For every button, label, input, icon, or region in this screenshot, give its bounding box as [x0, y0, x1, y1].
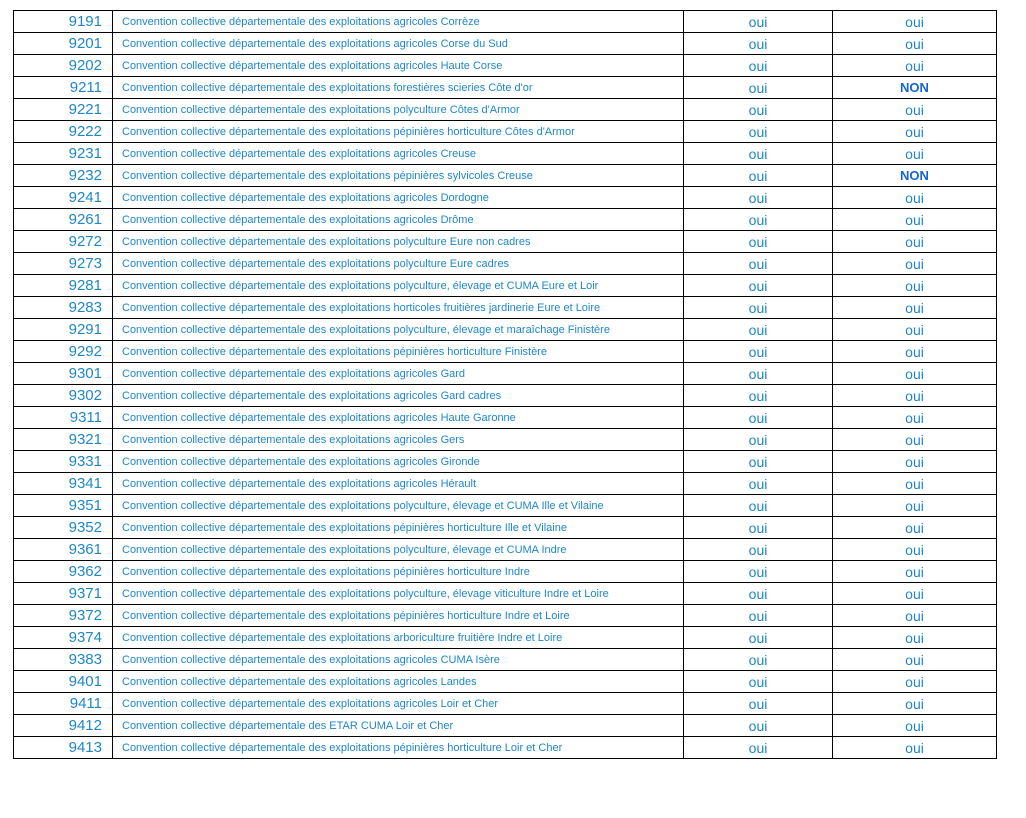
answer-cell-1: oui	[684, 539, 833, 561]
code-cell: 9341	[14, 473, 113, 495]
answer-cell-1: oui	[684, 209, 833, 231]
answer-cell-2: oui	[833, 561, 997, 583]
table-row	[14, 583, 997, 605]
answer-cell-1: oui	[684, 627, 833, 649]
code-cell: 9261	[14, 209, 113, 231]
label-cell: Convention collective départementale des exploitations agricoles Haute Garonne	[113, 407, 684, 429]
answer-cell-1: oui	[684, 363, 833, 385]
code-cell: 9361	[14, 539, 113, 561]
answer-cell-2: oui	[833, 33, 997, 55]
code-cell: 9352	[14, 517, 113, 539]
answer-cell-2: oui	[833, 275, 997, 297]
table-row	[14, 385, 997, 407]
answer-cell-1: oui	[684, 33, 833, 55]
table-row	[14, 165, 997, 187]
table-row	[14, 407, 997, 429]
table-row	[14, 605, 997, 627]
answer-cell-2: oui	[833, 473, 997, 495]
label-cell: Convention collective départementale des exploitations pépinières horticulture Ille et Vilaine	[113, 517, 684, 539]
answer-cell-2: NON	[833, 165, 997, 187]
answer-cell-2: oui	[833, 517, 997, 539]
label-cell: Convention collective départementale des exploitations agricoles Gard cadres	[113, 385, 684, 407]
code-cell: 9351	[14, 495, 113, 517]
answer-cell-2: oui	[833, 539, 997, 561]
answer-cell-1: oui	[684, 583, 833, 605]
answer-cell-1: oui	[684, 451, 833, 473]
code-cell: 9412	[14, 715, 113, 737]
code-cell: 9372	[14, 605, 113, 627]
answer-cell-1: oui	[684, 605, 833, 627]
code-cell: 9411	[14, 693, 113, 715]
answer-cell-2: oui	[833, 341, 997, 363]
label-cell: Convention collective départementale des exploitations agricoles CUMA Isère	[113, 649, 684, 671]
table-row	[14, 297, 997, 319]
answer-cell-2: oui	[833, 715, 997, 737]
answer-cell-1: oui	[684, 649, 833, 671]
table-row	[14, 341, 997, 363]
answer-cell-1: oui	[684, 253, 833, 275]
label-cell: Convention collective départementale des exploitations agricoles Landes	[113, 671, 684, 693]
answer-cell-1: oui	[684, 297, 833, 319]
label-cell: Convention collective départementale des exploitations polyculture, élevage et maraîchage Finistère	[113, 319, 684, 341]
code-cell: 9321	[14, 429, 113, 451]
label-cell: Convention collective départementale des exploitations pépinières horticulture Côtes d'Armor	[113, 121, 684, 143]
code-cell: 9383	[14, 649, 113, 671]
table-row	[14, 33, 997, 55]
table-row	[14, 451, 997, 473]
answer-cell-2: oui	[833, 671, 997, 693]
code-cell: 9201	[14, 33, 113, 55]
answer-cell-1: oui	[684, 473, 833, 495]
answer-cell-2: oui	[833, 55, 997, 77]
answer-cell-2: oui	[833, 495, 997, 517]
label-cell: Convention collective départementale des ETAR CUMA Loir et Cher	[113, 715, 684, 737]
code-cell: 9241	[14, 187, 113, 209]
answer-cell-2: oui	[833, 627, 997, 649]
answer-cell-1: oui	[684, 561, 833, 583]
answer-cell-1: oui	[684, 385, 833, 407]
answer-cell-2: oui	[833, 451, 997, 473]
answer-cell-1: oui	[684, 341, 833, 363]
conventions-table	[13, 10, 997, 759]
table-row	[14, 693, 997, 715]
table-body	[14, 11, 997, 759]
table-row	[14, 539, 997, 561]
code-cell: 9413	[14, 737, 113, 759]
table-row	[14, 231, 997, 253]
code-cell: 9401	[14, 671, 113, 693]
label-cell: Convention collective départementale des exploitations pépinières horticulture Indre et Loire	[113, 605, 684, 627]
code-cell: 9221	[14, 99, 113, 121]
table-row	[14, 99, 997, 121]
answer-cell-2: oui	[833, 297, 997, 319]
label-cell: Convention collective départementale des exploitations agricoles Haute Corse	[113, 55, 684, 77]
label-cell: Convention collective départementale des exploitations polyculture, élevage viticulture Indre et Loire	[113, 583, 684, 605]
answer-cell-2: oui	[833, 363, 997, 385]
answer-cell-2: oui	[833, 253, 997, 275]
answer-cell-2: oui	[833, 11, 997, 33]
code-cell: 9222	[14, 121, 113, 143]
answer-cell-2: oui	[833, 143, 997, 165]
answer-cell-2: oui	[833, 231, 997, 253]
table-row	[14, 561, 997, 583]
label-cell: Convention collective départementale des exploitations polyculture Côtes d'Armor	[113, 99, 684, 121]
answer-cell-1: oui	[684, 495, 833, 517]
answer-cell-2: oui	[833, 385, 997, 407]
answer-cell-1: oui	[684, 143, 833, 165]
table-row	[14, 671, 997, 693]
answer-cell-1: oui	[684, 737, 833, 759]
code-cell: 9371	[14, 583, 113, 605]
table-row	[14, 253, 997, 275]
code-cell: 9292	[14, 341, 113, 363]
answer-cell-2: oui	[833, 429, 997, 451]
answer-cell-2: oui	[833, 99, 997, 121]
code-cell: 9291	[14, 319, 113, 341]
label-cell: Convention collective départementale des exploitations agricoles Drôme	[113, 209, 684, 231]
label-cell: Convention collective départementale des exploitations agricoles Hérault	[113, 473, 684, 495]
answer-cell-2: oui	[833, 121, 997, 143]
answer-cell-2: oui	[833, 209, 997, 231]
label-cell: Convention collective départementale des exploitations polyculture Eure non cadres	[113, 231, 684, 253]
answer-cell-1: oui	[684, 11, 833, 33]
answer-cell-1: oui	[684, 99, 833, 121]
label-cell: Convention collective départementale des exploitations horticoles fruitières jardinerie Eure et Loire	[113, 297, 684, 319]
answer-cell-2: oui	[833, 187, 997, 209]
label-cell: Convention collective départementale des exploitations pépinières horticulture Loir et Cher	[113, 737, 684, 759]
code-cell: 9302	[14, 385, 113, 407]
answer-cell-1: oui	[684, 319, 833, 341]
code-cell: 9374	[14, 627, 113, 649]
code-cell: 9231	[14, 143, 113, 165]
table-row	[14, 55, 997, 77]
answer-cell-1: oui	[684, 55, 833, 77]
answer-cell-2: oui	[833, 737, 997, 759]
label-cell: Convention collective départementale des exploitations pépinières horticulture Indre	[113, 561, 684, 583]
table-row	[14, 715, 997, 737]
table-row	[14, 429, 997, 451]
table-row	[14, 11, 997, 33]
label-cell: Convention collective départementale des exploitations arboriculture fruitière Indre et Loire	[113, 627, 684, 649]
code-cell: 9211	[14, 77, 113, 99]
table-row	[14, 737, 997, 759]
answer-cell-1: oui	[684, 187, 833, 209]
label-cell: Convention collective départementale des exploitations agricoles Dordogne	[113, 187, 684, 209]
label-cell: Convention collective départementale des exploitations forestières scieries Côte d'or	[113, 77, 684, 99]
label-cell: Convention collective départementale des exploitations pépinières sylvicoles Creuse	[113, 165, 684, 187]
table-row	[14, 209, 997, 231]
code-cell: 9311	[14, 407, 113, 429]
table-row	[14, 77, 997, 99]
label-cell: Convention collective départementale des exploitations pépinières horticulture Finistère	[113, 341, 684, 363]
label-cell: Convention collective départementale des exploitations polyculture Eure cadres	[113, 253, 684, 275]
code-cell: 9331	[14, 451, 113, 473]
label-cell: Convention collective départementale des exploitations agricoles Gard	[113, 363, 684, 385]
answer-cell-2: NON	[833, 77, 997, 99]
table-row	[14, 627, 997, 649]
table-row	[14, 363, 997, 385]
label-cell: Convention collective départementale des exploitations agricoles Creuse	[113, 143, 684, 165]
answer-cell-1: oui	[684, 517, 833, 539]
code-cell: 9232	[14, 165, 113, 187]
code-cell: 9301	[14, 363, 113, 385]
table-row	[14, 143, 997, 165]
answer-cell-1: oui	[684, 275, 833, 297]
code-cell: 9281	[14, 275, 113, 297]
table-row	[14, 517, 997, 539]
table-row	[14, 649, 997, 671]
label-cell: Convention collective départementale des exploitations agricoles Loir et Cher	[113, 693, 684, 715]
document-page	[13, 10, 997, 759]
table-row	[14, 319, 997, 341]
answer-cell-1: oui	[684, 671, 833, 693]
code-cell: 9273	[14, 253, 113, 275]
label-cell: Convention collective départementale des exploitations polyculture, élevage et CUMA Eure et Loir	[113, 275, 684, 297]
answer-cell-1: oui	[684, 165, 833, 187]
answer-cell-1: oui	[684, 231, 833, 253]
answer-cell-1: oui	[684, 429, 833, 451]
label-cell: Convention collective départementale des exploitations polyculture, élevage et CUMA Indre	[113, 539, 684, 561]
answer-cell-2: oui	[833, 649, 997, 671]
answer-cell-2: oui	[833, 319, 997, 341]
answer-cell-1: oui	[684, 121, 833, 143]
table-row	[14, 121, 997, 143]
code-cell: 9272	[14, 231, 113, 253]
label-cell: Convention collective départementale des exploitations agricoles Corse du Sud	[113, 33, 684, 55]
answer-cell-2: oui	[833, 693, 997, 715]
answer-cell-1: oui	[684, 715, 833, 737]
table-row	[14, 187, 997, 209]
table-row	[14, 275, 997, 297]
label-cell: Convention collective départementale des exploitations polyculture, élevage et CUMA Ille et Vilaine	[113, 495, 684, 517]
answer-cell-1: oui	[684, 693, 833, 715]
code-cell: 9362	[14, 561, 113, 583]
answer-cell-2: oui	[833, 605, 997, 627]
answer-cell-2: oui	[833, 583, 997, 605]
code-cell: 9202	[14, 55, 113, 77]
label-cell: Convention collective départementale des exploitations agricoles Gironde	[113, 451, 684, 473]
answer-cell-1: oui	[684, 77, 833, 99]
table-row	[14, 473, 997, 495]
answer-cell-1: oui	[684, 407, 833, 429]
code-cell: 9191	[14, 11, 113, 33]
label-cell: Convention collective départementale des exploitations agricoles Corrèze	[113, 11, 684, 33]
label-cell: Convention collective départementale des exploitations agricoles Gers	[113, 429, 684, 451]
answer-cell-2: oui	[833, 407, 997, 429]
table-row	[14, 495, 997, 517]
code-cell: 9283	[14, 297, 113, 319]
